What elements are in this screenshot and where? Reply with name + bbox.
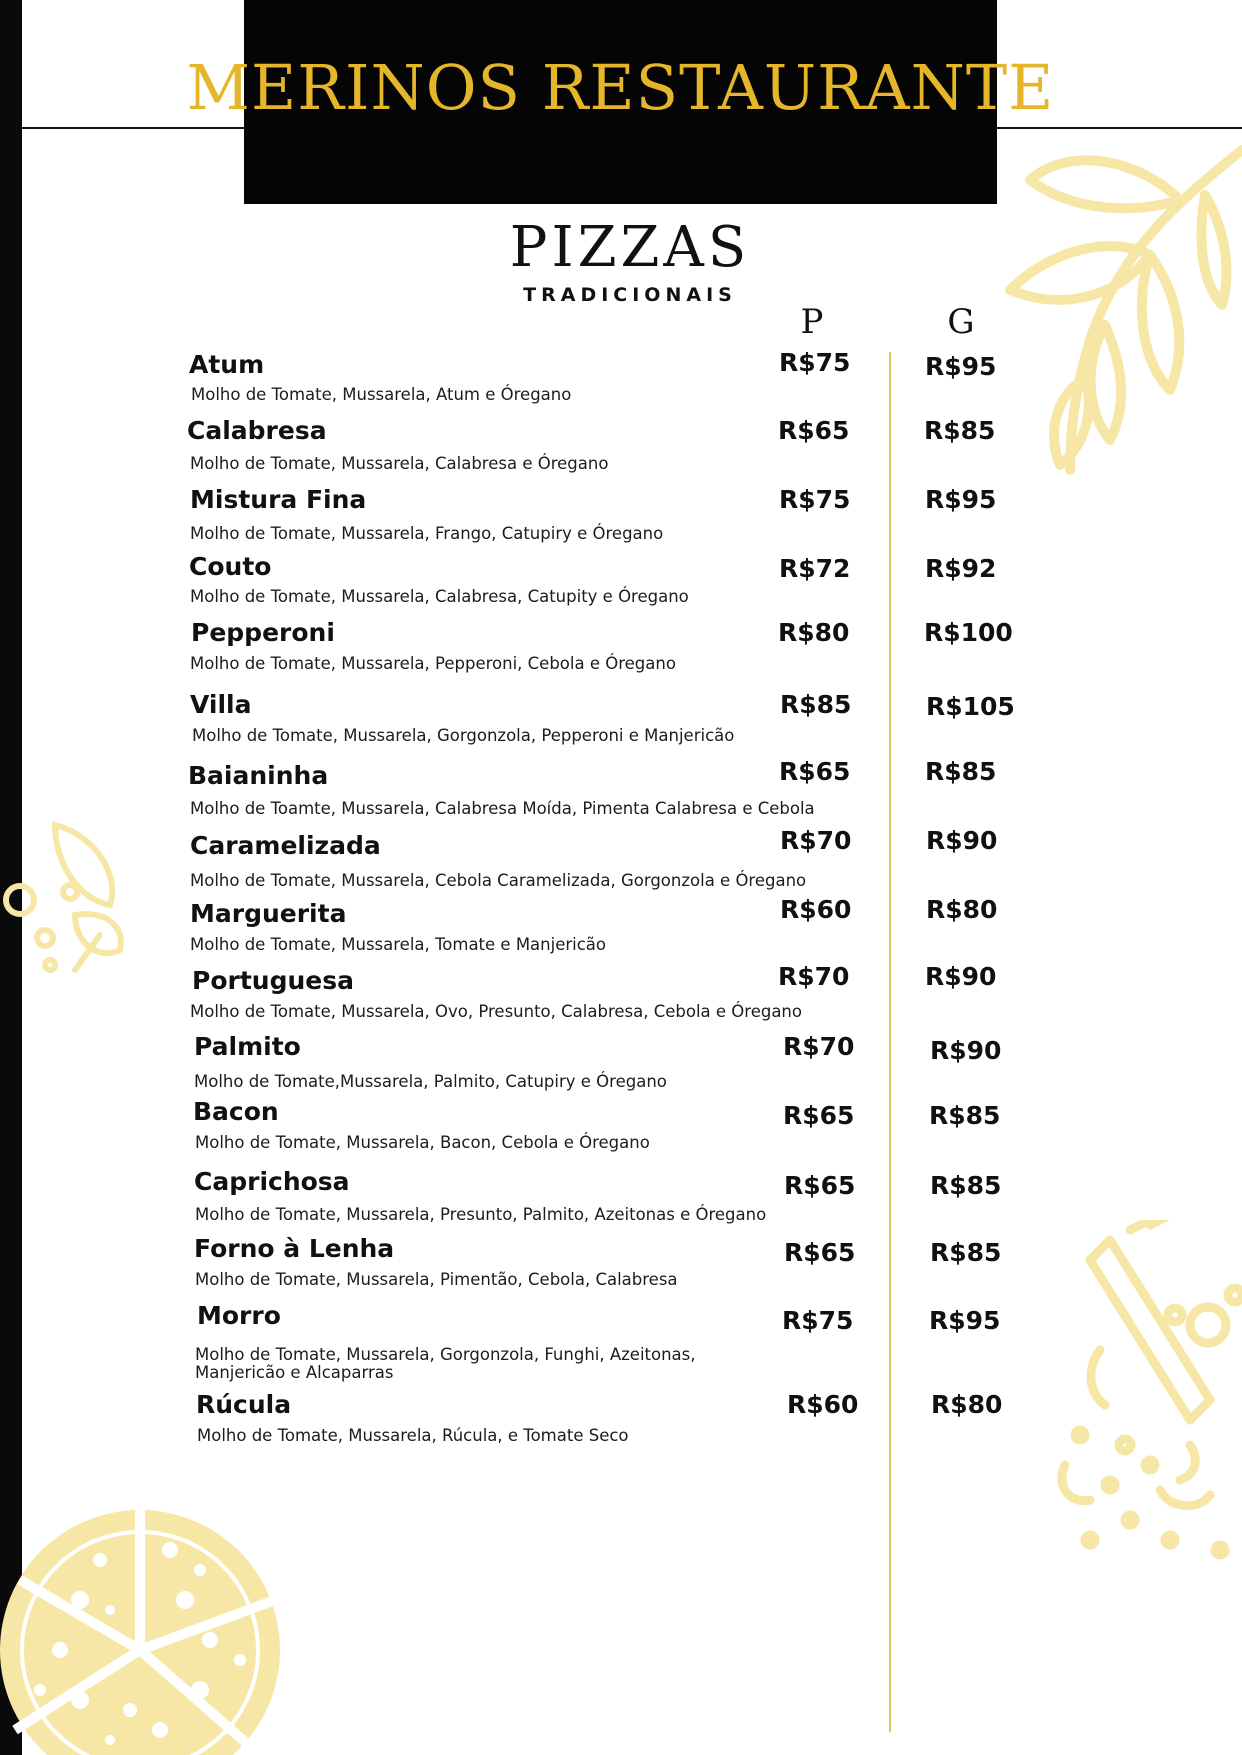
menu-item — [0, 552, 1242, 622]
price-small: R$75 — [779, 348, 851, 377]
price-small: R$60 — [780, 895, 852, 924]
price-small: R$70 — [778, 962, 850, 991]
item-name: Couto — [189, 552, 272, 581]
item-name: Morro — [197, 1301, 281, 1330]
item-description: Molho de Tomate,Mussarela, Palmito, Catupiry e Óregano — [194, 1072, 667, 1091]
item-name: Mistura Fina — [190, 485, 367, 514]
price-small: R$65 — [783, 1101, 855, 1130]
menu-item — [0, 350, 1242, 420]
section-subtitle: TRADICIONAIS — [523, 284, 737, 306]
item-description: Molho de Tomate, Mussarela, Calabresa e Óregano — [190, 454, 609, 473]
menu-item — [0, 895, 1242, 969]
price-large: R$92 — [925, 554, 997, 583]
item-description: Molho de Tomate, Mussarela, Atum e Óregano — [191, 385, 572, 404]
price-large: R$95 — [925, 352, 997, 381]
price-large: R$85 — [929, 1101, 1001, 1130]
price-large: R$80 — [931, 1390, 1003, 1419]
item-description-cont: Manjericão e Alcaparras — [195, 1363, 394, 1382]
item-description: Molho de Tomate, Mussarela, Calabresa, Catupity e Óregano — [190, 587, 689, 606]
item-name: Marguerita — [190, 899, 347, 928]
price-large: R$95 — [925, 485, 997, 514]
item-description: Molho de Tomate, Mussarela, Pimentão, Cebola, Calabresa — [195, 1270, 678, 1289]
item-name: Palmito — [194, 1032, 301, 1061]
price-small: R$85 — [780, 690, 852, 719]
item-name: Forno à Lenha — [194, 1234, 395, 1263]
price-small: R$70 — [780, 826, 852, 855]
item-description: Molho de Tomate, Mussarela, Cebola Caramelizada, Gorgonzola e Óregano — [190, 871, 807, 890]
price-small: R$65 — [784, 1238, 856, 1267]
price-small: R$65 — [784, 1171, 856, 1200]
menu-item — [0, 757, 1242, 831]
price-large: R$105 — [926, 692, 1015, 721]
item-description: Molho de Tomate, Mussarela, Tomate e Manjericão — [190, 935, 607, 954]
price-small: R$65 — [778, 416, 850, 445]
item-name: Rúcula — [196, 1390, 292, 1419]
menu-item — [0, 416, 1242, 486]
price-large: R$80 — [926, 895, 998, 924]
price-large: R$100 — [924, 618, 1013, 647]
price-large: R$85 — [925, 757, 997, 786]
price-large: R$90 — [925, 962, 997, 991]
header-rule-right — [997, 127, 1242, 129]
item-description: Molho de Tomate, Mussarela, Ovo, Presunto, Calabresa, Cebola e Óregano — [190, 1002, 802, 1021]
header-rule-left — [22, 127, 244, 129]
item-name: Atum — [189, 350, 265, 379]
item-name: Caramelizada — [190, 831, 381, 860]
item-description: Molho de Tomate, Mussarela, Gorgonzola, Funghi, Azeitonas, — [195, 1345, 696, 1364]
price-small: R$72 — [779, 554, 851, 583]
menu-item — [0, 1390, 1242, 1460]
item-name: Caprichosa — [194, 1167, 350, 1196]
item-name: Calabresa — [187, 416, 327, 445]
price-large: R$85 — [930, 1238, 1002, 1267]
price-large: R$90 — [926, 826, 998, 855]
item-description: Molho de Tomate, Mussarela, Gorgonzola, Pepperoni e Manjericão — [192, 726, 735, 745]
item-name: Villa — [190, 690, 252, 719]
item-description: Molho de Tomate, Mussarela, Presunto, Palmito, Azeitonas e Óregano — [195, 1205, 767, 1224]
price-small: R$65 — [779, 757, 851, 786]
item-name: Pepperoni — [191, 618, 335, 647]
price-small: R$75 — [782, 1306, 854, 1335]
menu-item — [0, 1234, 1242, 1304]
menu-item — [0, 826, 1242, 901]
header-banner — [186, 0, 1055, 204]
menu-item — [0, 690, 1242, 760]
item-description: Molho de Tomate, Mussarela, Frango, Catupiry e Óregano — [190, 524, 664, 543]
item-description: Molho de Tomate, Mussarela, Pepperoni, Cebola e Óregano — [190, 654, 676, 673]
price-large: R$95 — [929, 1306, 1001, 1335]
column-header-small: P — [800, 302, 824, 342]
item-description: Molho de Tomate, Mussarela, Bacon, Cebola e Óregano — [195, 1133, 650, 1152]
item-description: Molho de Toamte, Mussarela, Calabresa Moída, Pimenta Calabresa e Cebola — [190, 799, 815, 818]
restaurant-name: MERINOS RESTAURANTE — [186, 50, 1055, 124]
section-title: PIZZAS — [509, 215, 751, 280]
column-header-large: G — [947, 302, 975, 342]
item-name: Bacon — [193, 1097, 279, 1126]
item-name: Baianinha — [188, 761, 329, 790]
price-small: R$75 — [779, 485, 851, 514]
price-large: R$85 — [930, 1171, 1002, 1200]
menu-item — [0, 1032, 1242, 1102]
menu-item — [0, 618, 1242, 688]
item-name: Portuguesa — [192, 966, 354, 995]
price-large: R$90 — [930, 1036, 1002, 1065]
menu-item — [0, 1097, 1242, 1167]
price-small: R$60 — [787, 1390, 859, 1419]
price-small: R$80 — [778, 618, 850, 647]
menu-item — [0, 485, 1242, 555]
price-large: R$85 — [924, 416, 996, 445]
menu-item — [0, 962, 1242, 1036]
price-small: R$70 — [783, 1032, 855, 1061]
menu-item — [0, 1167, 1242, 1237]
item-description: Molho de Tomate, Mussarela, Rúcula, e Tomate Seco — [197, 1426, 629, 1445]
pizza-icon — [0, 1460, 290, 1755]
menu-item — [0, 1301, 1242, 1381]
